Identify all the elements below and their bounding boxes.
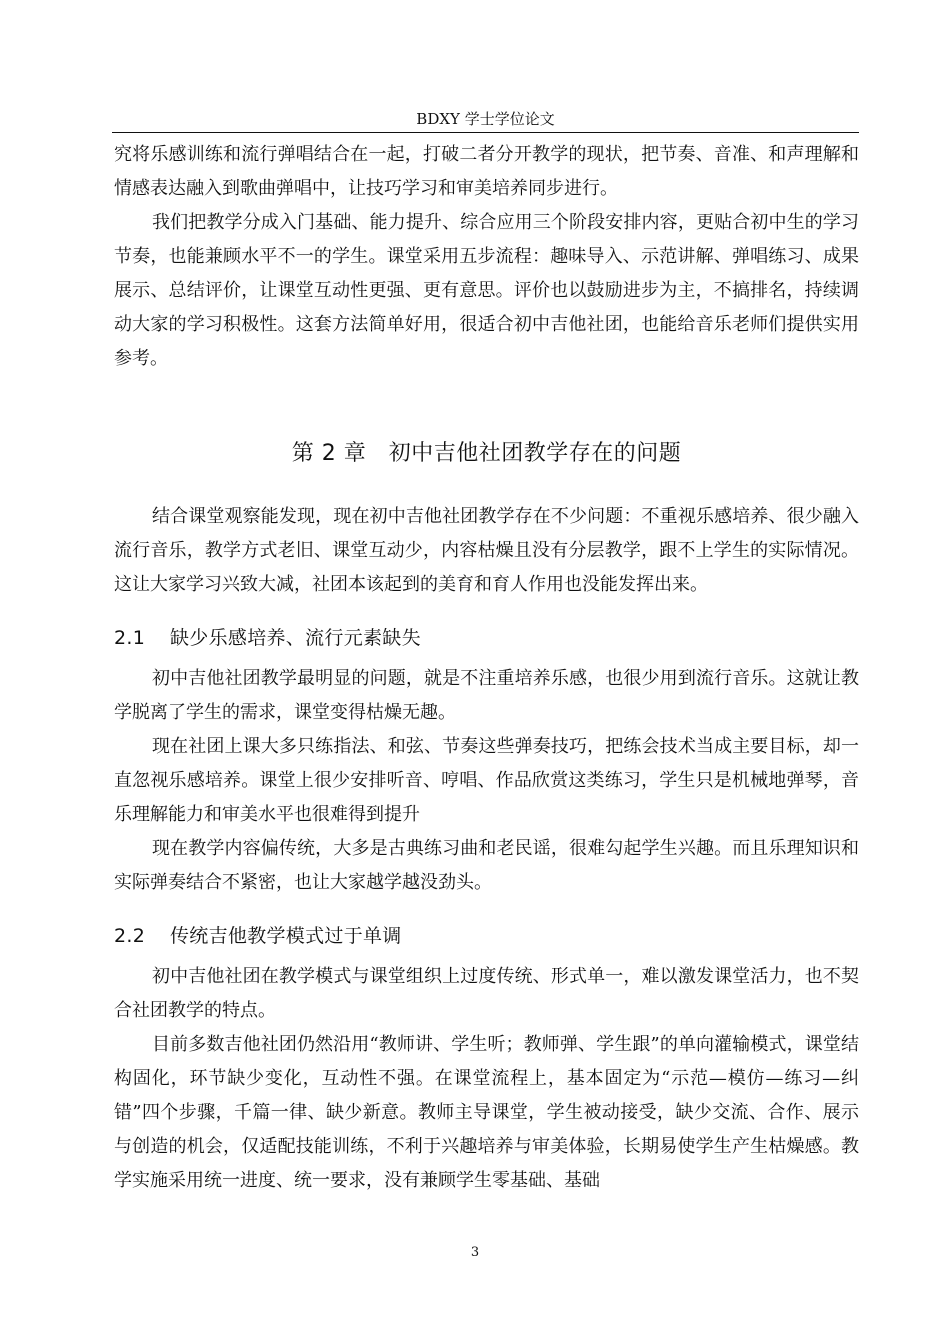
section-paragraph: 初中吉他社团在教学模式与课堂组织上过度传统、形式单一，难以激发课堂活力，也不契合社团教学的特点。 <box>114 966 859 1021</box>
section-number: 2.2 <box>114 925 146 947</box>
section-title: 传统吉他教学模式过于单调 <box>170 925 402 947</box>
section-number: 2.1 <box>114 627 146 649</box>
running-header: BDXY 学士学位论文 <box>416 110 555 128</box>
page-body <box>114 138 859 1198</box>
section-paragraph: 现在社团上课大多只练指法、和弦、节奏这些弹奏技巧，把练会技术当成主要目标，却一直忽视乐感培养。课堂上很少安排听音、哼唱、作品欣赏这类练习，学生只是机械地弹琴，音乐理解能力和审美水平也很难得到提升 <box>114 736 859 825</box>
intro-paragraph: 我们把教学分成入门基础、能力提升、综合应用三个阶段安排内容，更贴合初中生的学习节奏，也能兼顾水平不一的学生。课堂采用五步流程：趣味导入、示范讲解、弹唱练习、成果展示、总结评价，让课堂互动性更强、更有意思。评价也以鼓励进步为主，不搞排名，持续调动大家的学习积极性。这套方法简单好用，很适合初中吉他社团，也能给音乐老师们提供实用参考。 <box>114 212 859 369</box>
chapter-title: 初中吉他社团教学存在的问题 <box>388 441 682 466</box>
section-paragraph: 目前多数吉他社团仍然沿用“教师讲、学生听；教师弹、学生跟”的单向灌输模式，课堂结构固化，环节缺少变化，互动性不强。在课堂流程上，基本固定为“示范—模仿—练习—纠错”四个步骤，千篇一律、缺少新意。教师主导课堂，学生被动接受，缺少交流、合作、展示与创造的机会，仅适配技能训练，不利于兴趣培养与审美体验，长期易使学生产生枯燥感。教学实施采用统一进度、统一要求，没有兼顾学生零基础、基础 <box>114 1034 859 1191</box>
section-heading-2-2 <box>114 920 859 952</box>
page-number: 3 <box>470 1245 480 1260</box>
section-heading-2-1 <box>114 622 859 654</box>
chapter-number: 第 2 章 <box>291 441 367 466</box>
chapter-intro-paragraph: 结合课堂观察能发现，现在初中吉他社团教学存在不少问题：不重视乐感培养、很少融入流行音乐，教学方式老旧、课堂互动少，内容枯燥且没有分层教学，跟不上学生的实际情况。这让大家学习兴致大减，社团本该起到的美育和育人作用也没能发挥出来。 <box>114 506 859 595</box>
section-title: 缺少乐感培养、流行元素缺失 <box>170 627 421 649</box>
section-paragraph: 现在教学内容偏传统，大多是古典练习曲和老民谣，很难勾起学生兴趣。而且乐理知识和实际弹奏结合不紧密，也让大家越学越没劲头。 <box>114 838 859 893</box>
intro-paragraph-continued: 究将乐感训练和流行弹唱结合在一起，打破二者分开教学的现状，把节奏、音准、和声理解和情感表达融入到歌曲弹唱中，让技巧学习和审美培养同步进行。 <box>114 144 859 199</box>
header-rule <box>112 132 859 133</box>
chapter-heading <box>114 436 859 472</box>
section-paragraph: 初中吉他社团教学最明显的问题，就是不注重培养乐感，也很少用到流行音乐。这就让教学脱离了学生的需求，课堂变得枯燥无趣。 <box>114 668 859 723</box>
